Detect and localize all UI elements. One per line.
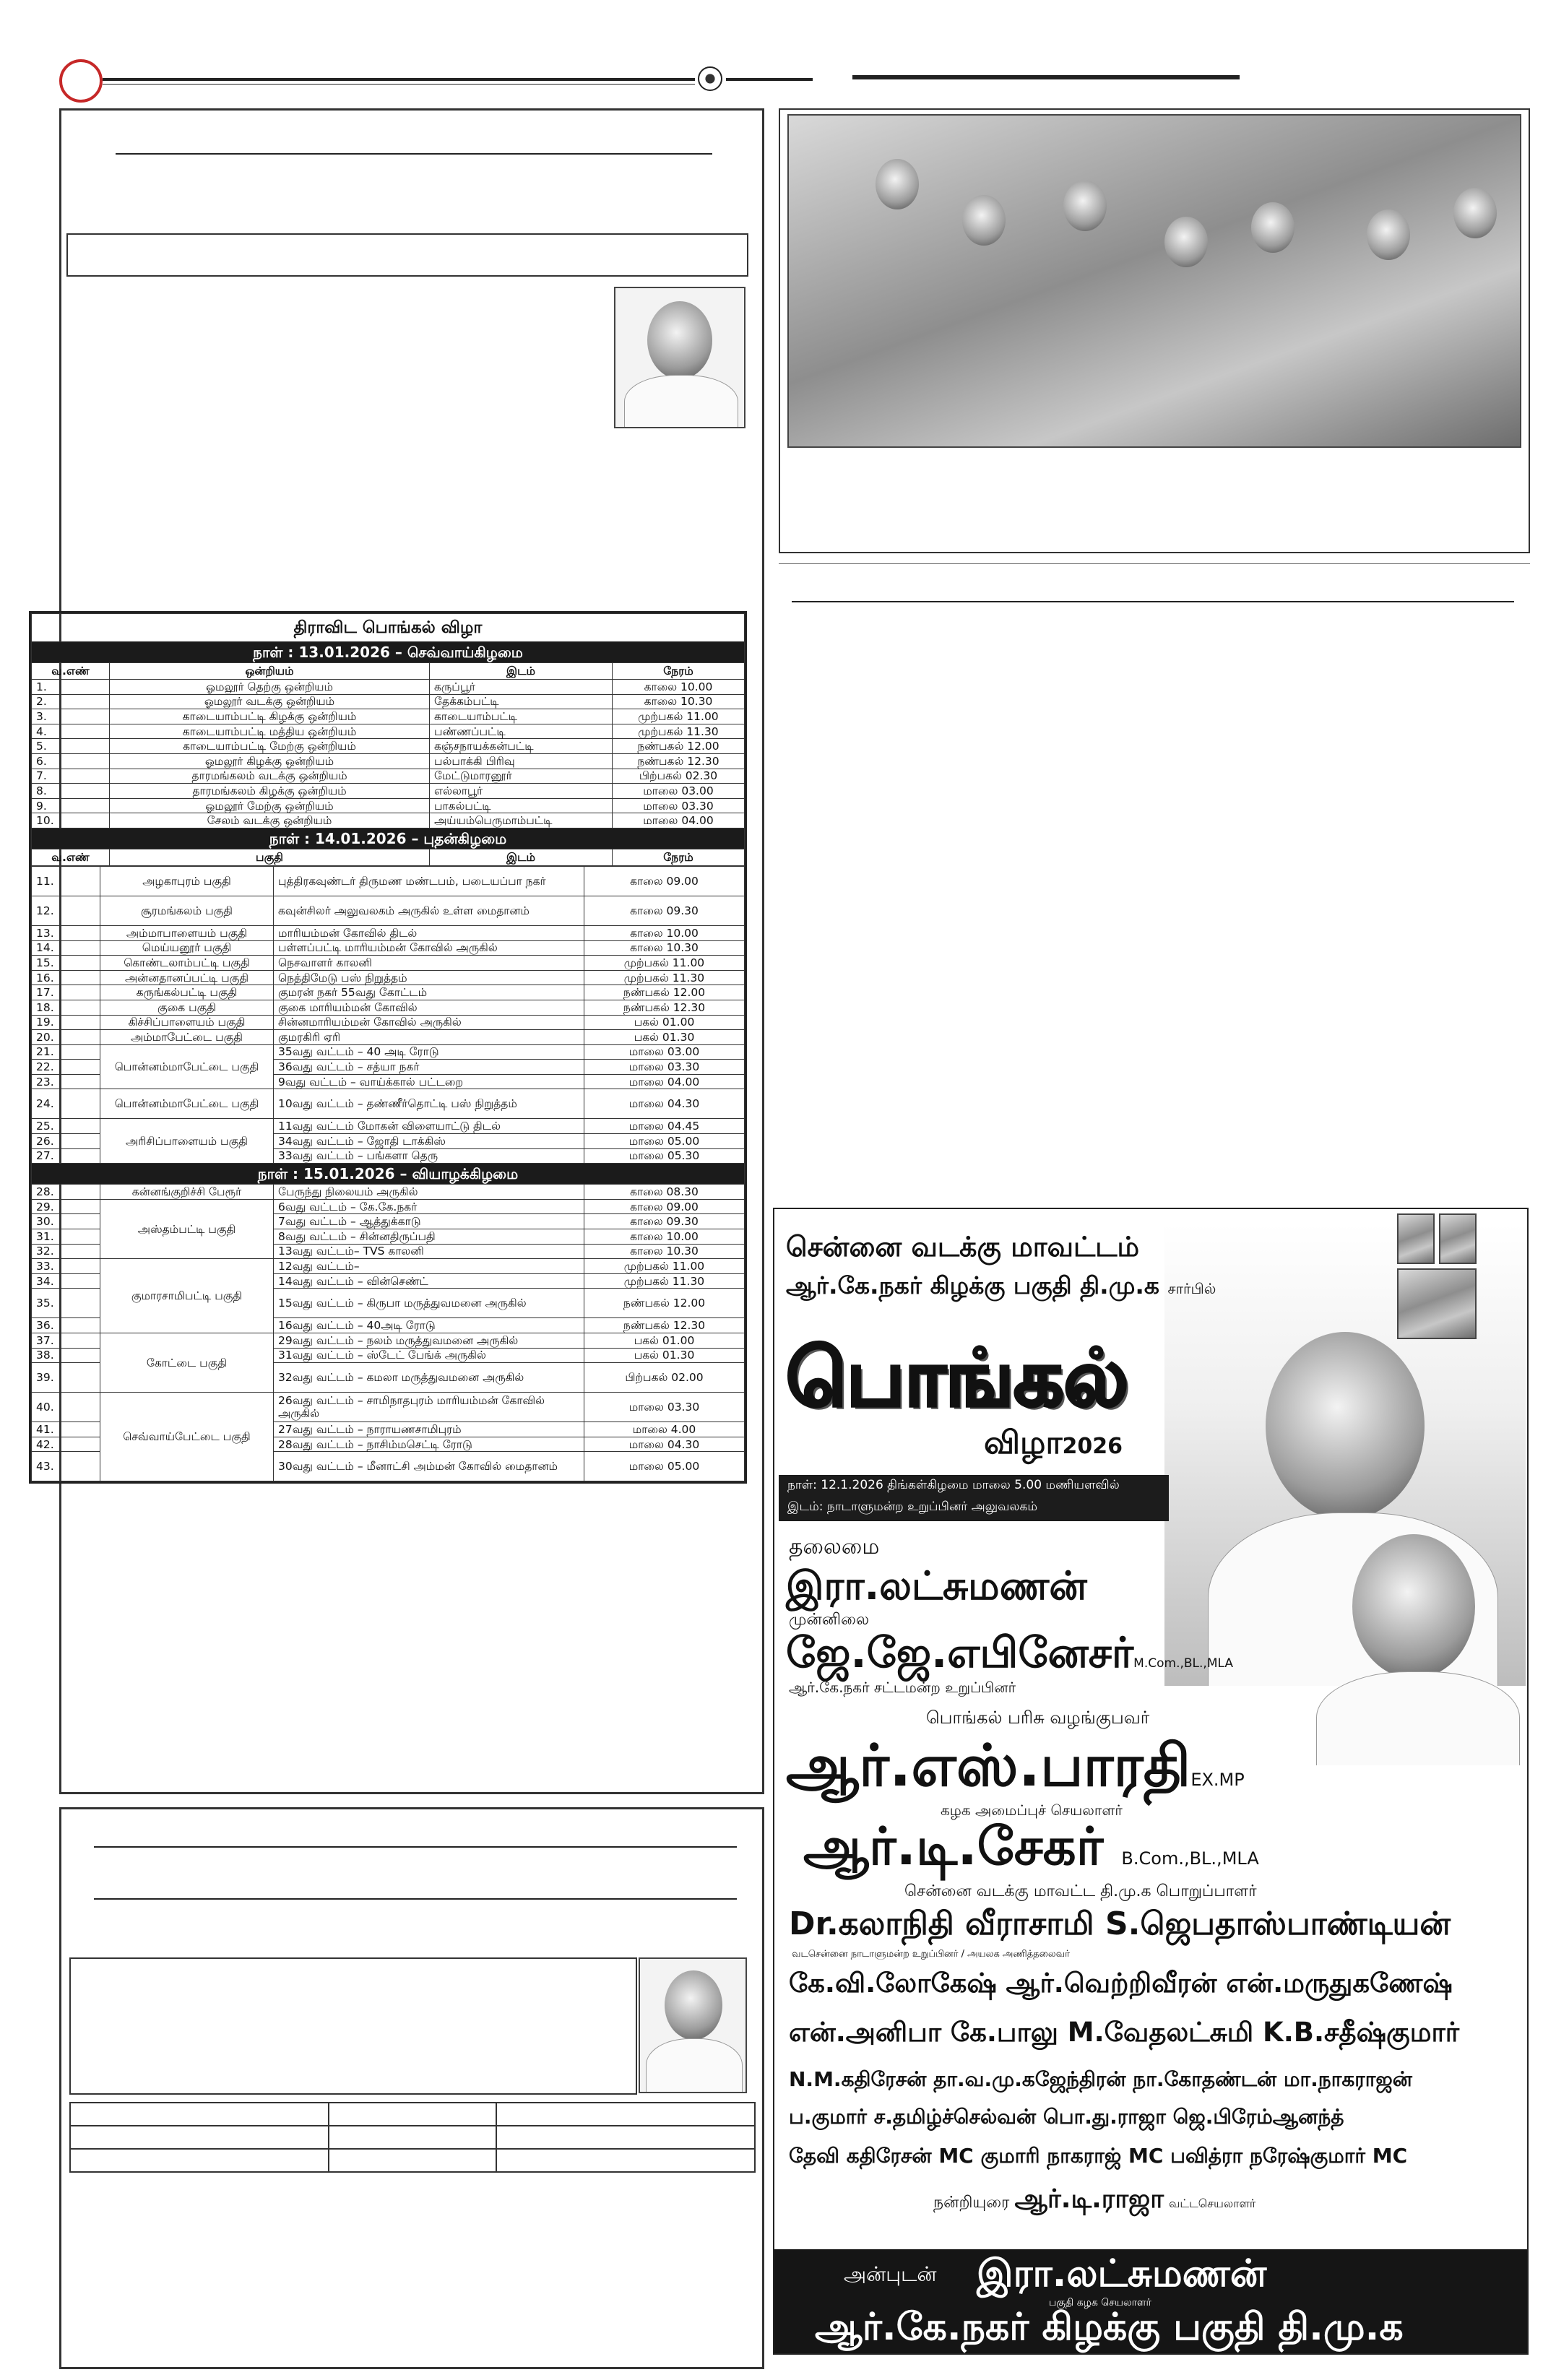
table-row: 14. மெய்யனூர் பகுதி பள்ளப்பட்டி மாரியம்மன் கோவில் அருகில் காலை 10.30 xyxy=(32,940,745,956)
table-row: 30. 7வது வட்டம் – ஆத்துக்காடு காலை 09.30 xyxy=(32,1214,745,1229)
article-rule xyxy=(792,601,1514,602)
footer-role: பகுதி கழக செயலாளர் xyxy=(1049,2297,1151,2308)
ad-pongal-title: பொங்கல் xyxy=(786,1333,1129,1424)
table-row: 20. அம்மாபேட்டை பகுதி குமரகிரி ஏரி பகல் 01.30 xyxy=(32,1030,745,1045)
table-row: 37. கோட்டை பகுதி 29வது வட்டம் – நலம் மருத்துவமனை அருகில் பகல் 01.00 xyxy=(32,1333,745,1349)
names-row-6: தேவி கதிரேசன் MC குமாரி நாகராஜ் MC பவித்ரா நரேஷ்குமார் MC xyxy=(789,2144,1408,2168)
table-row: 31. 8வது வட்டம் – சின்னதிருப்பதி காலை 10.00 xyxy=(32,1229,745,1245)
chair-name: இரா.லட்சுமணன் xyxy=(786,1563,1087,1609)
table-row: 11. அழகாபுரம் பகுதி புத்திரகவுண்டர் திருமண மண்டபம், படையப்பா நகர் காலை 09.00 xyxy=(32,866,745,896)
table-row: 39. 32வது வட்டம் – கமலா மருத்துவமனை அருகில் பிற்பகல் 02.00 xyxy=(32,1363,745,1393)
lead-role: ஆர்.கே.நகர் சட்டமன்ற உறுப்பினர் xyxy=(789,1679,1016,1696)
ad-organizer: ஆர்.கே.நகர் கிழக்கு பகுதி தி.மு.க சார்பில் xyxy=(786,1271,1216,1299)
table-row: 28. கன்னங்குறிச்சி பேரூர் பேருந்து நிலையம் அருகில் காலை 08.30 xyxy=(32,1185,745,1200)
portrait-photo xyxy=(614,287,745,428)
chair-label: தலைமை xyxy=(789,1534,880,1559)
table-row: 27. 33வது வட்டம் – பங்களா தெரு மாலை 05.30 xyxy=(32,1148,745,1164)
names-row-1: Dr.கலாநிதி வீராசாமி S.ஜெபதாஸ்பாண்டியன் xyxy=(789,1905,1451,1942)
header-circle xyxy=(59,59,103,103)
table-row: 13. அம்மாபாளையம் பகுதி மாரியம்மன் கோவில் திடல் காலை 10.00 xyxy=(32,925,745,940)
header-rule-right2 xyxy=(852,75,1240,79)
small-portrait-2 xyxy=(1439,1213,1477,1264)
ad-footer xyxy=(774,2249,1527,2353)
table-row: 8. தாரமங்கலம் கிழக்கு ஒன்றியம் எல்லாபூர் மாலை 03.00 xyxy=(32,784,745,799)
article-rule xyxy=(94,1846,737,1848)
table-row: 1. ஓமலூர் தெற்கு ஒன்றியம் கருப்பூர் காலை 10.00 xyxy=(32,680,745,695)
header-rule-right xyxy=(726,78,813,81)
thanks-line: நன்றியுரை ஆர்.டி.ராஜா வட்டசெயலாளர் xyxy=(933,2184,1256,2214)
giver-role: கழக அமைப்புச் செயலாளர் xyxy=(941,1801,1123,1819)
article-rule xyxy=(116,153,712,155)
lead-label: முன்னிலை xyxy=(789,1611,870,1629)
small-portrait-3 xyxy=(1397,1268,1477,1339)
table-row: 4. காடையாம்பட்டி மத்திய ஒன்றியம் பண்ணப்பட்டி முற்பகல் 11.30 xyxy=(32,724,745,739)
pongal-advertisement xyxy=(773,1208,1529,2355)
table-row: 35. 15வது வட்டம் – கிருபா மருத்துவமனை அருகில் நண்பகல் 12.00 xyxy=(32,1289,745,1318)
news-photo xyxy=(787,114,1521,448)
giver-name: ஆர்.எஸ்.பாரதிEX.MP xyxy=(786,1732,1245,1799)
names-row-5: ப.குமார் ச.தமிழ்ச்செல்வன் பொ.து.ராஜா ஜெ.பிரேம்ஆனந்த் xyxy=(789,2105,1344,2129)
table-row: 17. கருங்கல்பட்டி பகுதி குமரன் நகர் 55வது கோட்டம் நண்பகல் 12.00 xyxy=(32,985,745,1000)
small-portrait-1 xyxy=(1397,1213,1435,1264)
table-row: 26. 34வது வட்டம் – ஜோதி டாக்கிஸ் மாலை 05.00 xyxy=(32,1134,745,1149)
names-row-1-note: வடசென்னை நாடாளுமன்ற உறுப்பினர் / அயலக அணித்தலைவர் xyxy=(792,1949,1070,1960)
table-row: 5. காடையாம்பட்டி மேற்கு ஒன்றியம் கஞ்சநாயக்கன்பட்டி நண்பகல் 12.00 xyxy=(32,739,745,754)
footer-org: ஆர்.கே.நகர் கிழக்கு பகுதி தி.மு.க xyxy=(815,2306,1404,2349)
footer-name: இரா.லட்சுமணன் xyxy=(977,2252,1267,2295)
schedule-title: திராவிட பொங்கல் விழா xyxy=(32,614,745,642)
info-table xyxy=(69,2102,756,2173)
article-rule xyxy=(94,1898,737,1900)
names-row-2: கே.வி.லோகேஷ் ஆர்.வெற்றிவீரன் என்.மருதுகணேஷ் xyxy=(789,1968,1453,1999)
table-row: 23. 9வது வட்டம் – வாய்க்கால் பட்டறை மாலை 04.00 xyxy=(32,1074,745,1089)
table-row: 22. 36வது வட்டம் – சத்யா நகர் மாலை 03.30 xyxy=(32,1060,745,1075)
table-row: 25. அரிசிப்பாளையம் பகுதி 11வது வட்டம் மோகன் விளையாட்டு திடல் மாலை 04.45 xyxy=(32,1119,745,1134)
table-row: 42. 28வது வட்டம் – நாசிம்மசெட்டி ரோடு மாலை 04.30 xyxy=(32,1437,745,1452)
ad-vizha: விழா2026 xyxy=(984,1424,1123,1461)
table-row: 12. சூரமங்கலம் பகுதி கவுன்சிலர் அலுவலகம் அருகில் உள்ள மைதானம் காலை 09.30 xyxy=(32,896,745,925)
table-row: 29. அஸ்தம்பட்டி பகுதி 6வது வட்டம் – கே.கே.நகர் காலை 09.00 xyxy=(32,1199,745,1214)
table-row: 18. குகை பகுதி குகை மாரியம்மன் கோவில் நண்பகல் 12.30 xyxy=(32,1000,745,1015)
table-row: 16. அன்னதானப்பட்டி பகுதி நெத்திமேடு பஸ் நிறுத்தம் முற்பகல் 11.30 xyxy=(32,970,745,985)
lead-name: ஜே.ஜே.எபினேசர்M.Com.,BL.,MLA xyxy=(786,1628,1233,1677)
ad-date: நாள்: 12.1.2026 திங்கள்கிழமை மாலை 5.00 மணியளவில் xyxy=(787,1478,1120,1492)
day2-label: நாள் : 14.01.2026 – புதன்கிழமை xyxy=(32,828,745,849)
table-row: 7. தாரமங்கலம் வடக்கு ஒன்றியம் மேட்டுமாரனூர் பிற்பகல் 02.30 xyxy=(32,769,745,784)
table-row: 15. கொண்டலாம்பட்டி பகுதி நெசவாளர் காலனி முற்பகல் 11.00 xyxy=(32,956,745,971)
names-row-3: என்.அனிபா கே.பாலு M.வேதலட்சுமி K.B.சதீஷ்குமார் xyxy=(789,2017,1460,2048)
ad-district: சென்னை வடக்கு மாவட்டம் xyxy=(786,1231,1140,1263)
table-row: 3. காடையாம்பட்டி கிழக்கு ஒன்றியம் காடையாம்பட்டி முற்பகல் 11.00 xyxy=(32,709,745,724)
table-row: 34. 14வது வட்டம் – வின்செண்ட் முற்பகல் 11.30 xyxy=(32,1273,745,1289)
table-row: 38. 31வது வட்டம் – ஸ்டேட் பேங்க் அருகில் பகல் 01.30 xyxy=(32,1348,745,1363)
table-row: 6. ஓமலூர் கிழக்கு ஒன்றியம் பல்பாக்கி பிரிவு நண்பகல் 12.30 xyxy=(32,753,745,769)
header-rule xyxy=(103,78,695,81)
table-row: 9. ஓமலூர் மேற்கு ஒன்றியம் பாகல்பட்டி மாலை 03.30 xyxy=(32,798,745,813)
sekar-name: ஆர்.டி.சேகர் B.Com.,BL.,MLA xyxy=(803,1816,1259,1877)
table-row: 32. 13வது வட்டம்– TVS காலனி காலை 10.30 xyxy=(32,1244,745,1259)
table-row: 10. சேலம் வடக்கு ஒன்றியம் அய்யம்பெருமாம்பட்டி மாலை 04.00 xyxy=(32,813,745,828)
table-row: 33. குமாரசாமிபட்டி பகுதி 12வது வட்டம்– முற்பகல் 11.00 xyxy=(32,1259,745,1274)
table-row: 43. 30வது வட்டம் – மீனாட்சி அம்மன் கோவில் மைதானம் மாலை 05.00 xyxy=(32,1452,745,1481)
table-row: 36. 16வது வட்டம் – 40அடி ரோடு நண்பகல் 12.30 xyxy=(32,1318,745,1333)
header-rule-thin xyxy=(103,84,695,85)
day3-label: நாள் : 15.01.2026 – வியாழக்கிழமை xyxy=(32,1164,745,1185)
day1-label: நாள் : 13.01.2026 – செவ்வாய்கிழமை xyxy=(32,642,745,663)
article-body-box xyxy=(69,1957,637,2095)
article-subhead-box xyxy=(66,233,748,277)
table-row: 19. கிச்சிப்பாளையம் பகுதி சின்னமாரியம்மன் கோவில் அருகில் பகல் 01.00 xyxy=(32,1015,745,1030)
names-row-4: N.M.கதிரேசன் தா.வ.மு.கஜேந்திரன் நா.கோதண்டன் மா.நாகராஜன் xyxy=(789,2067,1412,2091)
column-divider xyxy=(779,563,1530,564)
gift-label: பொங்கல் பரிசு வழங்குபவர் xyxy=(926,1708,1150,1728)
footer-prefix: அன்புடன் xyxy=(844,2262,937,2286)
table-row: 2. ஓமலூர் வடக்கு ஒன்றியம் தேக்கம்பட்டி காலை 10.30 xyxy=(32,694,745,709)
table-row: 41. 27வது வட்டம் – நாராயணசாமிபுரம் மாலை 4.00 xyxy=(32,1422,745,1437)
masthead-logo-icon xyxy=(698,66,722,91)
pongal-schedule-table: திராவிட பொங்கல் விழா நாள் : 13.01.2026 – செவ்வாய்கிழமை வ.எண் ஒன்றியம் இடம் நேரம் 1. ஓமலூர் தெற்கு ஒன்றியம் கருப்பூர் காலை 10.00 2. ஓமலூர் வடக்கு ஒன்றியம் தேக்கம்பட்டி காலை 10.30 3. காடையாம்பட்டி கிழக்கு ஒன்றியம் காடையாம்பட்டி முற்பகல் 11.00 4. காடையாம்பட்டி மத்திய ஒன்றியம் பண்ணப்பட்டி முற்பகல் 11.30 5. காடையாம்பட்டி மேற்கு ஒன்றியம் கஞ்சநாயக்கன்பட்டி நண்பகல் 12.00 6. ஓமலூர் கிழக்கு ஒன்றியம் பல்பாக்கி பிரிவு நண்பகல் 12.30 7. தாரமங்கலம் வடக்கு ஒன்றியம் மேட்டுமாரனூர் பிற்பகல் 02.30 8. தாரமங்கலம் கிழக்கு ஒன்றியம் எல்லாபூர் மாலை 03.00 9. ஓமலூர் மேற்கு ஒன்றியம் பாகல்பட்டி மாலை 03.30 10. சேலம் வடக்கு ஒன்றியம் அய்யம்பெருமாம்பட்டி மாலை 04.00 நாள் : 14.01.2026 – புதன்கிழமை வ.எண் பகுதி இடம் நேரம் 11. அழகாபுரம் பகுதி புத்திரகவுண்டர் திருமண மண்டபம், படையப்பா நகர் காலை 09.00 12. சூரமங்கலம் பகுதி கவுன்சிலர் அலுவலகம் அருகில் உள்ள மைதானம் காலை 09.30 13. அம்மாபாளையம் பகுதி மாரியம்மன் கோவில் திடல் காலை 10.00 14. மெய்யனூர் பகுதி பள்ளப்பட்டி மாரியம்மன் கோவில் அருகில் காலை 10.30 15. கொண்டலாம்பட்டி பகுதி நெசவாளர் காலனி முற்பகல் 11.00 16. அன்னதானப்பட்டி பகுதி நெத்திமேடு பஸ் நிறுத்தம் முற்பகல் 11.30 17. கருங்கல்பட்டி பகுதி குமரன் நகர் 55வது கோட்டம் நண்பகல் 12.00 18. குகை பகுதி குகை மாரியம்மன் கோவில் நண்பகல் 12.30 19. கிச்சிப்பாளையம் பகுதி சின்னமாரியம்மன் கோவில் அருகில் பகல் 01.00 20. அம்மாபேட்டை பகுதி குமரகிரி ஏரி பகல் 01.30 21. பொன்னம்மாபேட்டை பகுதி 35வது வட்டம் – 40 அடி ரோடு மாலை 03.00 22. 36வது வட்டம் – சத்யா நகர் மாலை 03.30 23. 9வது வட்டம் – வாய்க்கால் பட்டறை மாலை 04.00 24. பொன்னம்மாபேட்டை பகுதி 10வது வட்டம் – தண்ணீர்தொட்டி பஸ் நிறுத்தம் மாலை 04.30 25. அரிசிப்பாளையம் பகுதி 11வது வட்டம் மோகன் விளையாட்டு திடல் மாலை 04.45 26. 34வது வட்டம் – ஜோதி டாக்கிஸ் மாலை 05.00 27. 33வது வட்டம் – பங்களா தெரு மாலை 05.30 நாள் : 15.01.2026 – வியாழக்கிழமை 28. கன்னங்குறிச்சி பேரூர் பேருந்து நிலையம் அருகில் காலை 08.30 29. அஸ்தம்பட்டி பகுதி 6வது வட்டம் – கே.கே.நகர் காலை 09.00 30. 7வது வட்டம் – ஆத்துக்காடு காலை 09.30 31. 8வது வட்டம் – சின்னதிருப்பதி காலை 10.00 32. 13வது வட்டம்– TVS காலனி காலை 10.30 33. குமாரசாமிபட்டி பகுதி 12வது வட்டம்– முற்பகல் 11.00 34. 14வது வட்டம் – வின்செண்ட் முற்பகல் 11.30 35. 15வது வட்டம் – கிருபா மருத்துவமனை அருகில் நண்பகல் 12.00 36. 16வது வட்டம் – 40அடி ரோடு நண்பகல் 12.30 37. கோட்டை பகுதி 29வது வட்டம் – நலம் மருத்துவமனை அருகில் பகல் 01.00 38. 31வது வட்டம் – ஸ்டேட் பேங்க் அருகில் பகல் 01.30 39. 32வது வட்டம் – கமலா மருத்துவமனை அருகில் பிற்பகல் 02.00 40. செவ்வாய்பேட்டை பகுதி 26வது வட்டம் – சாமிநாதபுரம் மாரியம்மன் கோவில் அருகில் மாலை 03.30 41. 27வது வட்டம் – நாராயணசாமிபுரம் மாலை 4.00 42. 28வது வட்டம் – நாசிம்மசெட்டி ரோடு மாலை 04.30 43. 30வது வட்டம் – மீனாட்சி அம்மன் கோவில் மைதானம் மாலை 05.00 xyxy=(29,611,747,1484)
table-row: 40. செவ்வாய்பேட்டை பகுதி 26வது வட்டம் – சாமிநாதபுரம் மாரியம்மன் கோவில் அருகில் மாலை 03.30 xyxy=(32,1393,745,1422)
leader-portrait-2 xyxy=(1309,1513,1526,1765)
table-row: 24. பொன்னம்மாபேட்டை பகுதி 10வது வட்டம் – தண்ணீர்தொட்டி பஸ் நிறுத்தம் மாலை 04.30 xyxy=(32,1089,745,1119)
sekar-role: சென்னை வடக்கு மாவட்ட தி.மு.க பொறுப்பாளர் xyxy=(904,1882,1257,1900)
ad-venue: இடம்: நாடாளுமன்ற உறுப்பினர் அலுவலகம் xyxy=(787,1500,1038,1514)
table-row: 21. பொன்னம்மாபேட்டை பகுதி 35வது வட்டம் – 40 அடி ரோடு மாலை 03.00 xyxy=(32,1044,745,1060)
portrait-photo-2 xyxy=(639,1957,747,2093)
